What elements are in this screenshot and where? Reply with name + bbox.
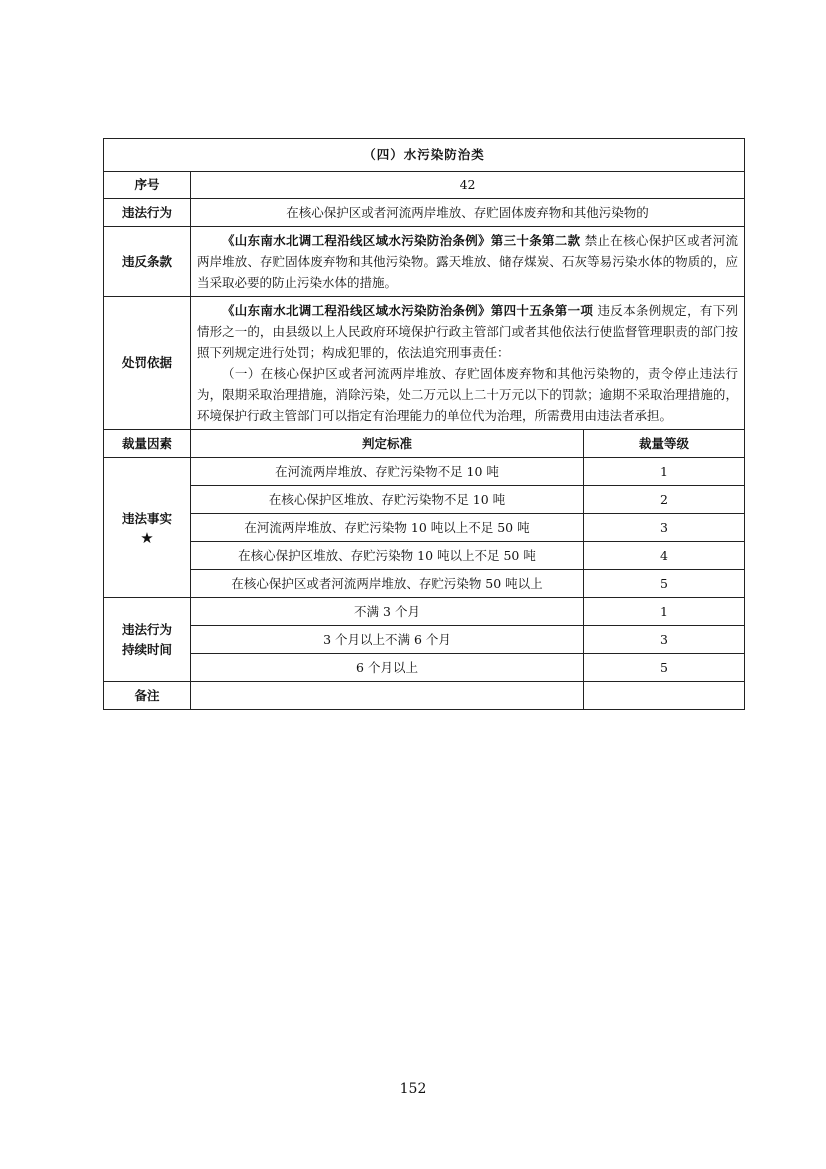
factor-header: 裁量因素 — [104, 430, 191, 458]
penalty-basis-text-1: 违反本条例规定，有下列情形之一的，由县级以上人民政府环境保护行政主管部门或者其他依法行使监督管理职责的部门按照下列规定进行处罚；构成犯罪的，依法追究刑事责任： — [197, 303, 739, 360]
duration-level-3: 5 — [584, 654, 745, 682]
star-icon: ★ — [140, 528, 154, 547]
facts-standard-2: 在核心保护区堆放、存贮污染物不足 10 吨 — [191, 486, 584, 514]
facts-label: 违法事实 — [121, 510, 172, 526]
facts-level-2: 2 — [584, 486, 745, 514]
duration-standard-3: 6 个月以上 — [191, 654, 584, 682]
duration-standard-2: 3 个月以上不满 6 个月 — [191, 626, 584, 654]
penalty-basis-content — [191, 297, 745, 430]
duration-label-cell — [104, 598, 191, 682]
duration-standard-1: 不满 3 个月 — [191, 598, 584, 626]
facts-standard-3: 在河流两岸堆放、存贮污染物 10 吨以上不足 50 吨 — [191, 514, 584, 542]
violation-value: 在核心保护区或者河流两岸堆放、存贮固体废弃物和其他污染物的 — [191, 199, 745, 227]
duration-level-1: 1 — [584, 598, 745, 626]
remarks-label: 备注 — [104, 682, 191, 710]
level-header: 裁量等级 — [584, 430, 745, 458]
facts-label-cell — [104, 458, 191, 598]
violated-clause-content — [191, 227, 745, 297]
facts-standard-4: 在核心保护区堆放、存贮污染物 10 吨以上不足 50 吨 — [191, 542, 584, 570]
remarks-standard — [191, 682, 584, 710]
facts-level-5: 5 — [584, 570, 745, 598]
duration-label-line2: 持续时间 — [121, 641, 172, 657]
page-number: 152 — [399, 1081, 427, 1097]
standard-header: 判定标准 — [191, 430, 584, 458]
penalty-basis-law: 《山东南水北调工程沿线区域水污染防治条例》第四十五条第一项 — [222, 303, 594, 318]
penalty-table — [103, 138, 745, 710]
violated-clause-label: 违反条款 — [104, 227, 191, 297]
duration-label-line1: 违法行为 — [121, 621, 172, 637]
facts-standard-5: 在核心保护区或者河流两岸堆放、存贮污染物 50 吨以上 — [191, 570, 584, 598]
facts-standard-1: 在河流两岸堆放、存贮污染物不足 10 吨 — [191, 458, 584, 486]
table-title: （四）水污染防治类 — [104, 139, 745, 172]
violated-clause-text: 禁止在核心保护区或者河流两岸堆放、存贮固体废弃物和其他污染物。露天堆放、储存煤炭、石灰等易污染水体的物质的，应当采取必要的防止污染水体的措施。 — [197, 233, 739, 290]
facts-level-3: 3 — [584, 514, 745, 542]
penalty-basis-label: 处罚依据 — [104, 297, 191, 430]
facts-level-4: 4 — [584, 542, 745, 570]
violated-clause-law: 《山东南水北调工程沿线区域水污染防治条例》第三十条第二款 — [222, 233, 581, 248]
duration-level-2: 3 — [584, 626, 745, 654]
serial-label: 序号 — [104, 172, 191, 199]
serial-value: 42 — [191, 172, 745, 199]
remarks-level — [584, 682, 745, 710]
facts-level-1: 1 — [584, 458, 745, 486]
violation-label: 违法行为 — [104, 199, 191, 227]
penalty-basis-text-2: （一）在核心保护区或者河流两岸堆放、存贮固体废弃物和其他污染物的，责令停止违法行为，限期采取治理措施，消除污染，处二万元以上二十万元以下的罚款；逾期不采取治理措施的，环境保护行政主管部门可以指定有治理能力的单位代为治理，所需费用由违法者承担。 — [197, 366, 739, 423]
